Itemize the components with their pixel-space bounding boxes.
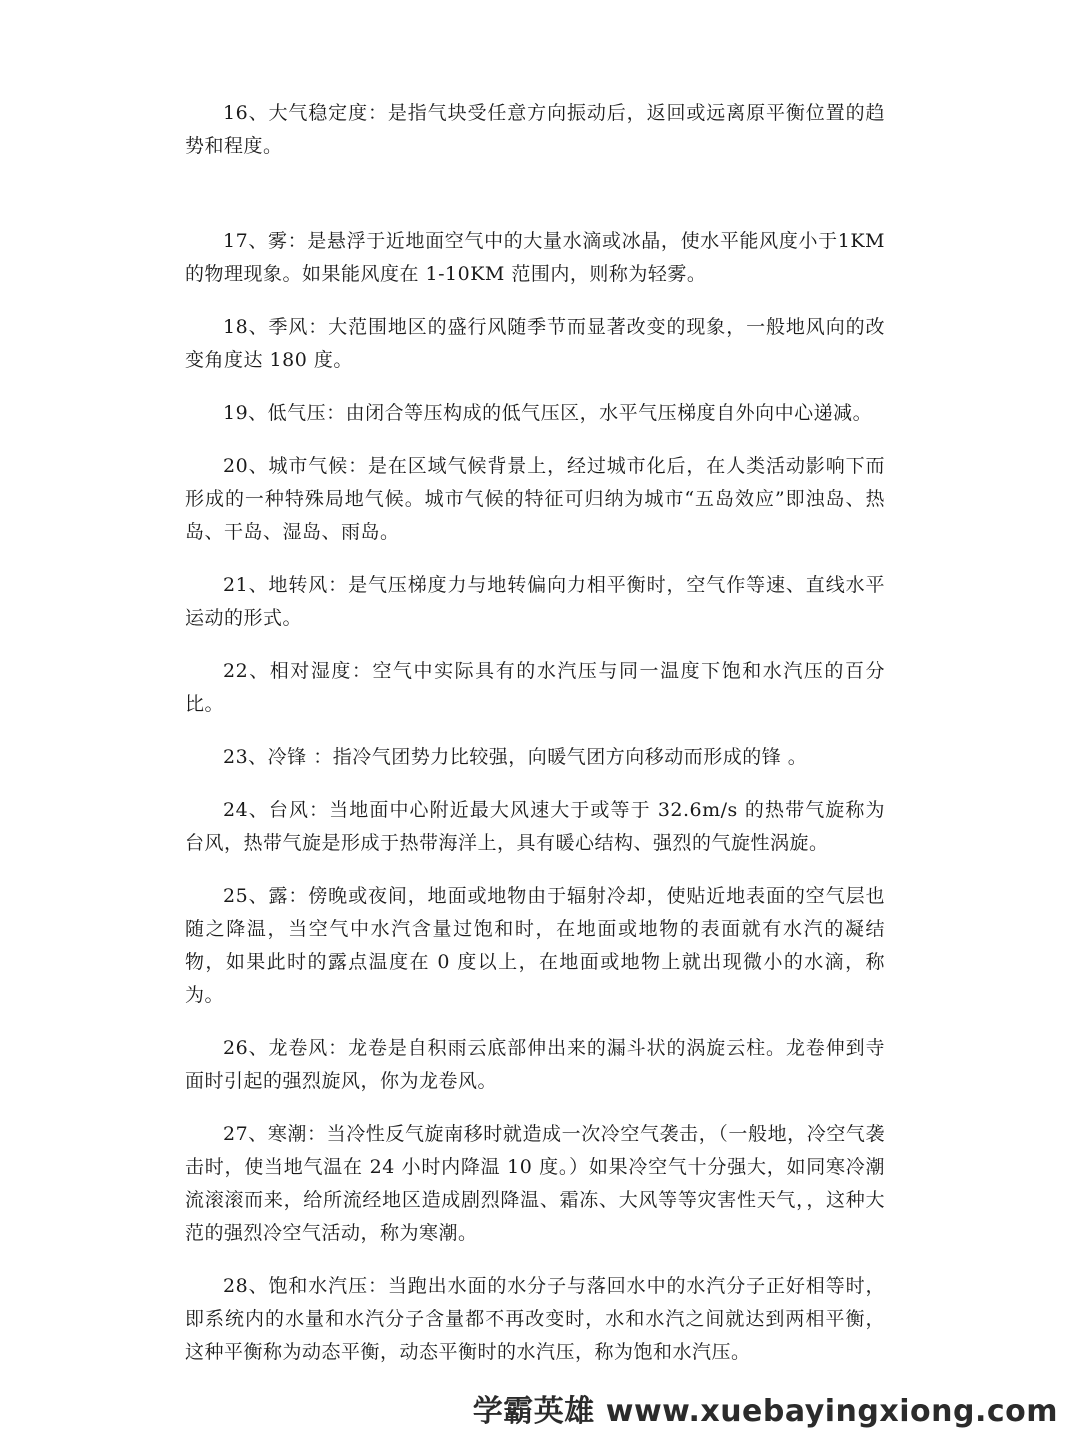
- site-watermark: 学霸英雄 www.xuebayingxiong.com: [472, 1394, 1058, 1429]
- paragraph-22: 22、相对湿度：空气中实际具有的水汽压与同一温度下饱和水汽压的百分比。: [185, 660, 885, 715]
- paragraph-19: 19、低气压：由闭合等压构成的低气压区，水平气压梯度自外向中心递减。: [223, 402, 873, 424]
- paragraph-28: 28、饱和水汽压：当跑出水面的水分子与落回水中的水汽分子正好相等时，即系统内的水量和水汽分子含量都不再改变时，水和水汽之间就达到两相平衡，这种平衡称为动态平衡，动态平衡时的水汽压，称为饱和水汽压。: [185, 1275, 885, 1363]
- paragraph-17: 17、雾：是悬浮于近地面空气中的大量水滴或冰晶，使水平能风度小于1KM 的物理现象。如果能风度在 1-10KM 范围内，则称为轻雾。: [185, 230, 885, 285]
- paragraph-24: 24、台风：当地面中心附近最大风速大于或等于 32.6m/s 的热带气旋称为台风，热带气旋是形成于热带海洋上，具有暖心结构、强烈的气旋性涡旋。: [185, 799, 885, 854]
- paragraph-16: 16、大气稳定度：是指气块受任意方向振动后，返回或远离原平衡位置的趋势和程度。: [185, 102, 885, 157]
- paragraph-25: 25、露：傍晚或夜间，地面或地物由于辐射冷却，使贴近地表面的空气层也随之降温，当空气中水汽含量过饱和时，在地面或地物的表面就有水汽的凝结物，如果此时的露点温度在 0 度以上，在地面或地物上就出现微小的水滴，称为。: [185, 885, 885, 1006]
- paragraph-27: 27、寒潮：当冷性反气旋南移时就造成一次冷空气袭击，（一般地，冷空气袭击时，使当地气温在 24 小时内降温 10 度。）如果冷空气十分强大，如同寒冷潮流滚滚而来，给所流经地区造成剧烈降温、霜冻、大风等等灾害性天气，，这种大范的强烈冷空气活动，称为寒潮。: [185, 1123, 885, 1244]
- paragraph-18: 18、季风：大范围地区的盛行风随季节而显著改变的现象，一般地风向的改变角度达 180 度。: [185, 316, 885, 371]
- paragraph-26: 26、龙卷风：龙卷是自积雨云底部伸出来的漏斗状的涡旋云柱。龙卷伸到寺面时引起的强烈旋风，你为龙卷风。: [185, 1037, 885, 1092]
- paragraph-23: 23、冷锋 ：指冷气团势力比较强，向暖气团方向移动而形成的锋 。: [223, 746, 808, 768]
- paragraph-20: 20、城市气候：是在区域气候背景上，经过城市化后，在人类活动影响下而形成的一种特殊局地气候。城市气候的特征可归纳为城市“五岛效应”即浊岛、热岛、干岛、湿岛、雨岛。: [185, 455, 885, 543]
- document-body: [185, 97, 885, 1369]
- paragraph-21: 21、地转风：是气压梯度力与地转偏向力相平衡时，空气作等速、直线水平运动的形式。: [185, 574, 885, 629]
